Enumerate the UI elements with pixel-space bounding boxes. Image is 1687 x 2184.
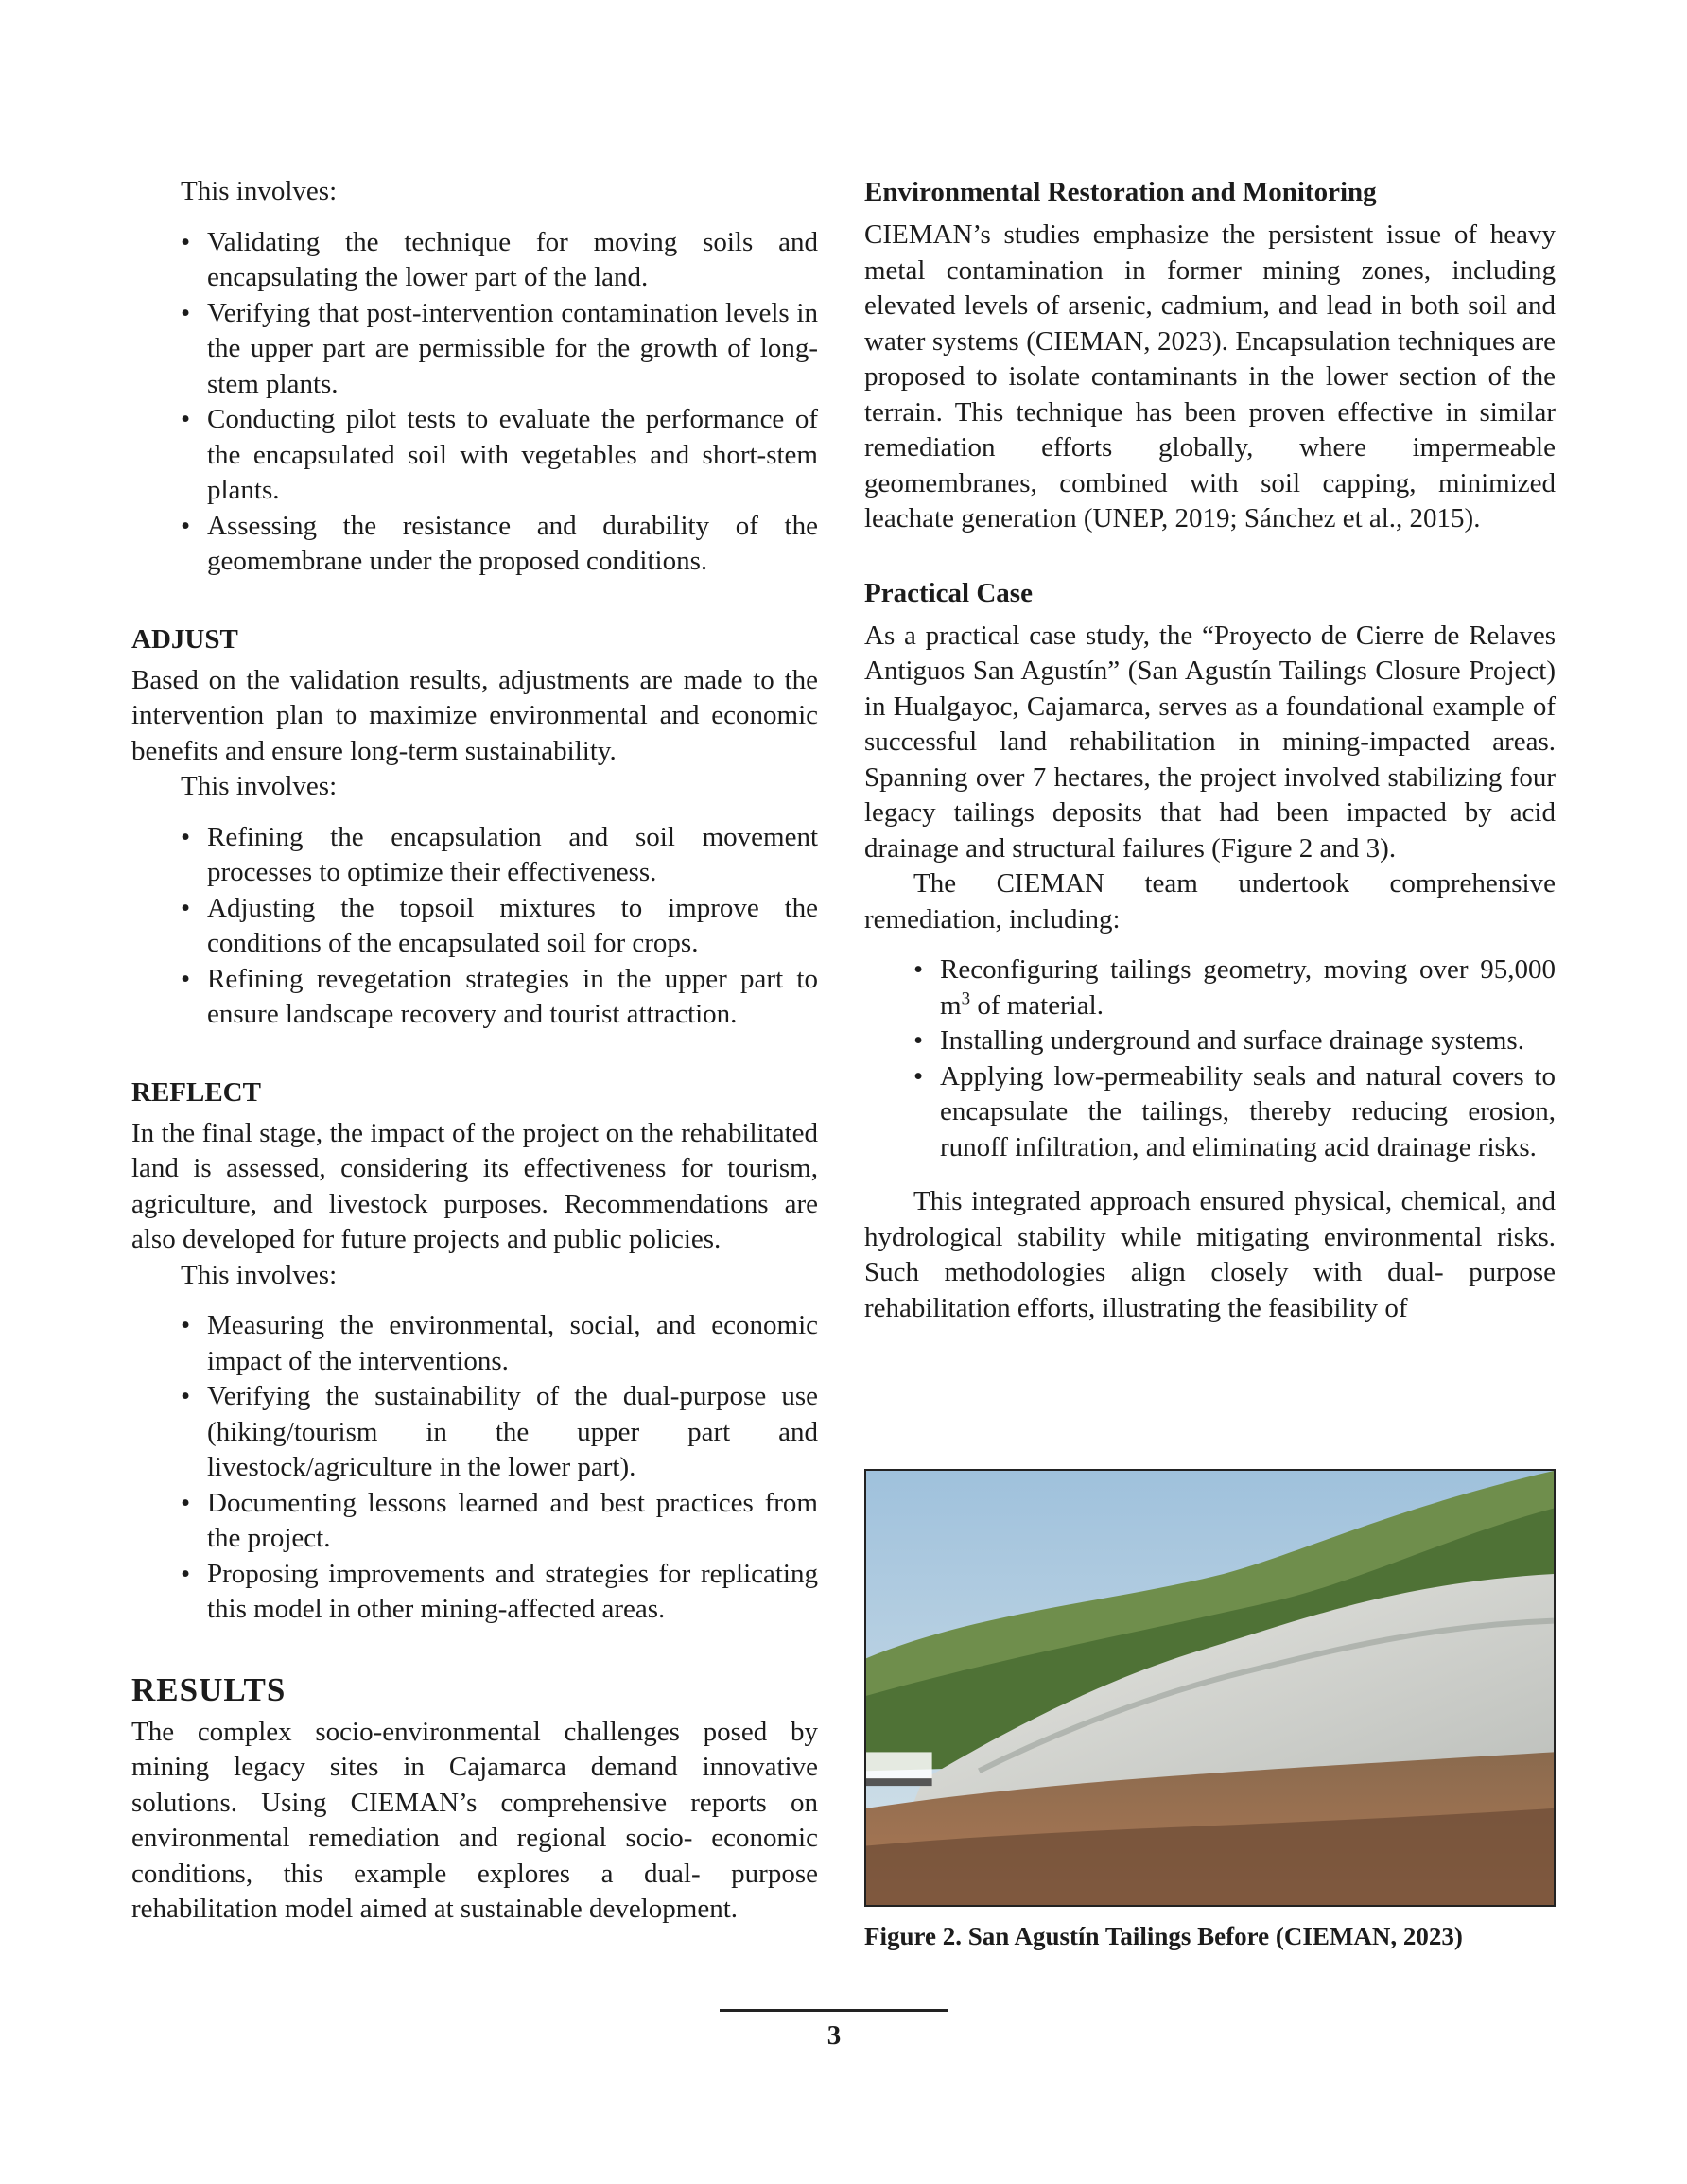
bullet-text: Reconfiguring tailings geometry, moving over 95,000 m — [940, 954, 1556, 1021]
adjust-heading: ADJUST — [131, 623, 238, 655]
figure-2-photo — [864, 1469, 1556, 1907]
adjust-bullet-list — [131, 820, 818, 1033]
list-item: • Adjusting the topsoil mixtures to improve the conditions of the encapsulated soil for crops. — [181, 891, 818, 962]
bullet-text: of material. — [970, 989, 1104, 1021]
practical-case-body: As a practical case study, the “Proyecto de Cierre de Relaves Antiguos San Agustín” (San Agustín Tailings Closure Project) in Hualgayoc, Cajamarca, serves as a foundational example of successful land rehabilitation in mining-impacted areas. Spanning over 7 hectares, the project involved stabilizing four legacy tailings deposits that had been impacted by acid drainage and structural failures (Figure 2 and 3). — [864, 620, 1556, 864]
intro-lead: This involves: — [181, 176, 338, 206]
list-item: • Refining revegetation strategies in the upper part to ensure landscape recovery and tourist attraction. — [181, 962, 818, 1033]
list-item: • Conducting pilot tests to evaluate the performance of the encapsulated soil with vegetables and short-stem plants. — [181, 402, 818, 509]
remediation-bullet-list — [864, 952, 1556, 1165]
list-item: • Assessing the resistance and durability of the geomembrane under the proposed conditions. — [181, 509, 818, 580]
figure-caption: Figure 2. San Agustín Tailings Before (CIEMAN, 2023) — [864, 1922, 1463, 1950]
list-item: • Installing underground and surface drainage systems. — [913, 1023, 1556, 1059]
environmental-heading: Environmental Restoration and Monitoring — [864, 177, 1377, 207]
page-number: 3 — [826, 2020, 842, 2051]
reflect-body: In the final stage, the impact of the project on the rehabilitated land is assessed, considering its effectiveness for tourism, agriculture, and livestock purposes. Recommendations are also developed for future projects and public policies. — [131, 1117, 818, 1254]
list-item: • Validating the technique for moving soils and encapsulating the lower part of the land. — [181, 225, 818, 296]
results-heading: RESULTS — [131, 1670, 287, 1708]
plan-bullet-list — [131, 225, 818, 580]
list-item: • Verifying that post-intervention contamination levels in the upper part are permissible for the growth of long-stem plants. — [181, 296, 818, 403]
reflect-bullet-list — [131, 1308, 818, 1628]
list-item: • Applying low-permeability seals and natural covers to encapsulate the tailings, thereby reducing erosion, runoff infiltration, and eliminating acid drainage risks. — [913, 1059, 1556, 1166]
list-item — [913, 952, 1556, 1023]
results-body: The complex socio-environmental challenges posed by mining legacy sites in Cajamarca demand innovative solutions. Using CIEMAN’s comprehensive reports on environmental remediation and regional socio- economic conditions, this example explores a dual- purpose rehabilitation model aimed at sustainable development. — [131, 1716, 818, 1924]
reflect-heading: REFLECT — [131, 1076, 261, 1108]
team-paragraph: The CIEMAN team undertook comprehensive remediation, including: — [864, 868, 1556, 935]
list-item: • Documenting lessons learned and best practices from the project. — [181, 1486, 818, 1557]
left-column — [131, 174, 818, 1928]
closing-paragraph: This integrated approach ensured physical, chemical, and hydrological stability while mitigating environmental risks. Such methodologies align closely with dual- purpose rehabilitation efforts, illustrating the feasibility of — [864, 1186, 1556, 1323]
footer-rule — [720, 2009, 948, 2012]
adjust-body: Based on the validation results, adjustments are made to the intervention plan to maximize environmental and economic benefits and ensure long-term sustainability. — [131, 664, 818, 766]
list-item: • Verifying the sustainability of the dual-purpose use (hiking/tourism in the upper part and livestock/agriculture in the lower part). — [181, 1379, 818, 1486]
right-column — [864, 174, 1556, 1326]
list-item: • Refining the encapsulation and soil movement processes to optimize their effectiveness. — [181, 820, 818, 891]
tailings-photo — [866, 1471, 1554, 1905]
superscript: 3 — [961, 987, 971, 1008]
practical-case-heading: Practical Case — [864, 577, 1033, 608]
adjust-lead: This involves: — [181, 771, 338, 801]
list-item: • Proposing improvements and strategies for replicating this model in other mining-affected areas. — [181, 1557, 818, 1628]
reflect-lead: This involves: — [181, 1259, 338, 1290]
list-item: • Measuring the environmental, social, and economic impact of the interventions. — [181, 1308, 818, 1379]
environmental-body: CIEMAN’s studies emphasize the persistent issue of heavy metal contamination in former mining zones, including elevated levels of arsenic, cadmium, and lead in both soil and water systems (CIEMAN, 2023). Encapsulation techniques are proposed to isolate contaminants in the lower section of the terrain. This technique has been proven effective in similar remediation efforts globally, where impermeable geomembranes, combined with soil capping, minimized leachate generation (UNEP, 2019; Sánchez et al., 2015). — [864, 219, 1556, 533]
